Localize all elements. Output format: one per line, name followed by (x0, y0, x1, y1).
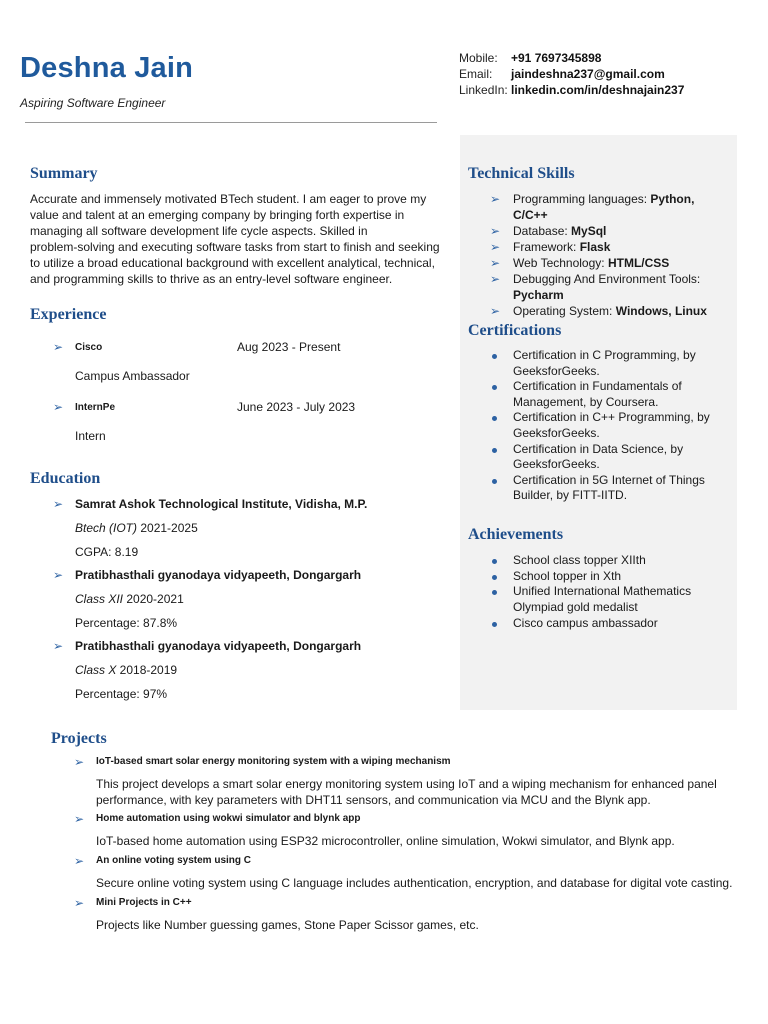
education-item (53, 496, 453, 560)
contact-label: Mobile: (459, 51, 498, 65)
bullet-icon (492, 385, 497, 390)
achievement-item (468, 616, 728, 632)
skill-item (468, 191, 728, 223)
projects-heading: Projects (51, 730, 107, 747)
skill-label: Database: (513, 224, 572, 238)
education-list (53, 496, 453, 702)
experience-dates: Aug 2023 - Present (237, 340, 341, 354)
certification-line: Certification in Data Science, by (513, 441, 684, 456)
skill-label: Debugging And Environment Tools: (513, 272, 701, 286)
contact-label: Email: (459, 67, 493, 81)
certification-line: Management, by Coursera. (513, 394, 659, 409)
achievement-line: Cisco campus ambassador (513, 615, 658, 630)
achievements-heading: Achievements (468, 526, 564, 543)
skill-item (468, 223, 728, 239)
experience-dates: June 2023 - July 2023 (237, 400, 356, 414)
education-degree: Class X (75, 663, 117, 677)
certification-item (468, 410, 728, 441)
arrow-icon: ➢ (490, 224, 501, 238)
skill-value: Python, C/C++ (513, 192, 695, 222)
project-desc-line: Secure online voting system using C language includes authentication, encryption, and database for digital vote casting. (96, 876, 733, 890)
skill-value: Pycharm (513, 288, 564, 302)
summary-line: Accurate and immensely motivated BTech student. I am eager to prove my (30, 192, 427, 206)
summary-line: value and talent at an emerging company by bringing forth expertise in (30, 208, 405, 222)
education-item (53, 638, 453, 702)
candidate-name: Deshna Jain (20, 52, 194, 84)
education-school: Samrat Ashok Technological Institute, Vidisha, M.P. (75, 497, 368, 511)
contact-block (459, 50, 684, 98)
certification-line: Certification in 5G Internet of Things (513, 472, 705, 487)
linkedin-link[interactable]: linkedin.com/in/deshnajain237 (511, 83, 685, 97)
arrow-icon: ➢ (53, 497, 64, 511)
certification-item (468, 442, 728, 473)
experience-item (53, 340, 433, 354)
experience-list (53, 340, 433, 443)
summary-line: and programming skills to thrive as an entry-level software engineer. (30, 272, 393, 286)
certification-line: Certification in Fundamentals of (513, 379, 682, 394)
summary-text (30, 191, 440, 287)
bullet-icon (492, 448, 497, 453)
education-school: Pratibhasthali gyanodaya vidyapeeth, Dongargarh (75, 568, 362, 582)
certifications-heading: Certifications (468, 322, 562, 339)
education-degree-line (75, 662, 453, 678)
project-desc (96, 776, 754, 808)
skill-value: Windows, Linux (615, 304, 707, 318)
contact-mobile (459, 50, 684, 66)
skill-label: Framework: (513, 240, 580, 254)
education-degree-line (75, 520, 453, 536)
arrow-icon: ➢ (53, 400, 64, 414)
experience-item (53, 400, 433, 414)
arrow-icon: ➢ (490, 192, 501, 206)
summary-line: to utilize a broad educational background with excellent analytical, technical, (30, 256, 435, 270)
summary-heading: Summary (30, 165, 98, 182)
certification-line: Builder, by FITT-IITD. (513, 488, 628, 503)
project-desc-line: This project develops a smart solar energy monitoring system using IoT and a wiping mechanism for enhanced panel (96, 777, 717, 791)
summary-line: problem-solving and executing software tasks from start to finish and seeking (30, 240, 440, 254)
project-desc-line: performance, with key parameters with DHT11 sensors, and communication via MCU and the Blynk app. (96, 793, 651, 807)
arrow-icon: ➢ (74, 755, 85, 769)
certification-line: Certification in C Programming, by (513, 348, 696, 362)
experience-company: Cisco (75, 342, 103, 353)
experience-role: Intern (75, 429, 106, 443)
achievement-item (468, 569, 728, 585)
achievement-line: School topper in Xth (513, 568, 622, 583)
contact-label: LinkedIn: (459, 83, 508, 97)
arrow-icon: ➢ (53, 639, 64, 653)
skill-item (468, 271, 728, 303)
bullet-icon (492, 622, 497, 627)
achievements-list (468, 553, 728, 631)
experience-company: InternPe (75, 402, 116, 413)
project-title: Mini Projects in C++ (96, 897, 192, 908)
skill-value: Flask (579, 240, 611, 254)
arrow-icon: ➢ (490, 272, 501, 286)
education-degree-line (75, 591, 453, 607)
certification-line: GeeksforGeeks. (513, 457, 600, 472)
arrow-icon: ➢ (74, 812, 85, 826)
arrow-icon: ➢ (490, 240, 501, 254)
skill-item (468, 303, 728, 319)
project-title: An online voting system using C (96, 855, 252, 866)
bullet-icon (492, 559, 497, 564)
arrow-icon: ➢ (490, 256, 501, 270)
project-desc (96, 833, 754, 849)
skill-value: HTML/CSS (607, 256, 670, 270)
education-score: CGPA: 8.19 (75, 545, 139, 559)
project-desc-line: IoT-based home automation using ESP32 microcontroller, online simulation, Wokwi simulator, and Blynk app. (96, 834, 675, 848)
education-school: Pratibhasthali gyanodaya vidyapeeth, Dongargarh (75, 639, 362, 653)
achievement-line: School class topper XIIth (513, 553, 646, 567)
arrow-icon: ➢ (74, 854, 85, 868)
contact-linkedin (459, 82, 684, 98)
achievement-item (468, 553, 728, 569)
education-item (53, 567, 453, 631)
arrow-icon: ➢ (53, 568, 64, 582)
skill-label: Operating System: (513, 304, 616, 318)
education-score: Percentage: 97% (75, 687, 168, 701)
education-degree: Class XII (75, 592, 124, 606)
project-item (74, 853, 754, 891)
skill-item (468, 255, 728, 271)
certification-line: GeeksforGeeks. (513, 425, 600, 440)
project-item (74, 895, 754, 933)
bullet-icon (492, 590, 497, 595)
skill-value: MySql (571, 224, 607, 238)
skill-item (468, 239, 728, 255)
bullet-icon (492, 479, 497, 484)
projects-list (74, 754, 754, 933)
skills-list (468, 191, 728, 319)
skill-label: Web Technology: (513, 256, 608, 270)
arrow-icon: ➢ (53, 340, 64, 354)
achievement-item (468, 584, 728, 615)
skill-label: Programming languages: (513, 192, 651, 206)
certification-item (468, 379, 728, 410)
project-desc (96, 875, 754, 891)
certification-item (468, 348, 728, 379)
arrow-icon: ➢ (490, 304, 501, 318)
certification-line: Certification in C++ Programming, by (513, 410, 710, 425)
skills-heading: Technical Skills (468, 165, 575, 182)
candidate-tagline: Aspiring Software Engineer (20, 96, 166, 110)
certifications-list (468, 348, 728, 504)
achievement-line: Olympiad gold medalist (513, 599, 638, 614)
education-degree: Btech (IOT) (75, 521, 138, 535)
project-title: Home automation using wokwi simulator and blynk app (96, 813, 361, 824)
education-years: 2021-2025 (137, 521, 198, 535)
experience-role: Campus Ambassador (75, 369, 190, 383)
header-divider (25, 122, 437, 123)
project-title: IoT-based smart solar energy monitoring system with a wiping mechanism (96, 756, 451, 767)
bullet-icon (492, 354, 497, 359)
education-heading: Education (30, 470, 101, 487)
experience-heading: Experience (30, 306, 107, 323)
education-years: 2018-2019 (116, 663, 178, 677)
contact-email (459, 66, 684, 82)
mobile-value: +91 7697345898 (511, 51, 602, 65)
bullet-icon (492, 575, 497, 580)
project-desc (96, 917, 754, 933)
education-score: Percentage: 87.8% (75, 616, 178, 630)
project-desc-line: Projects like Number guessing games, Stone Paper Scissor games, etc. (96, 918, 479, 932)
certification-item (468, 473, 728, 504)
achievement-line: Unified International Mathematics (513, 584, 692, 599)
email-link[interactable]: jaindeshna237@gmail.com (511, 67, 665, 81)
education-years: 2020-2021 (123, 592, 184, 606)
bullet-icon (492, 416, 497, 421)
arrow-icon: ➢ (74, 896, 85, 910)
project-item (74, 754, 754, 808)
certification-line: GeeksforGeeks. (513, 363, 600, 378)
project-item (74, 811, 754, 849)
summary-line: managing all software development life cycle aspects. Skilled in (30, 224, 368, 238)
